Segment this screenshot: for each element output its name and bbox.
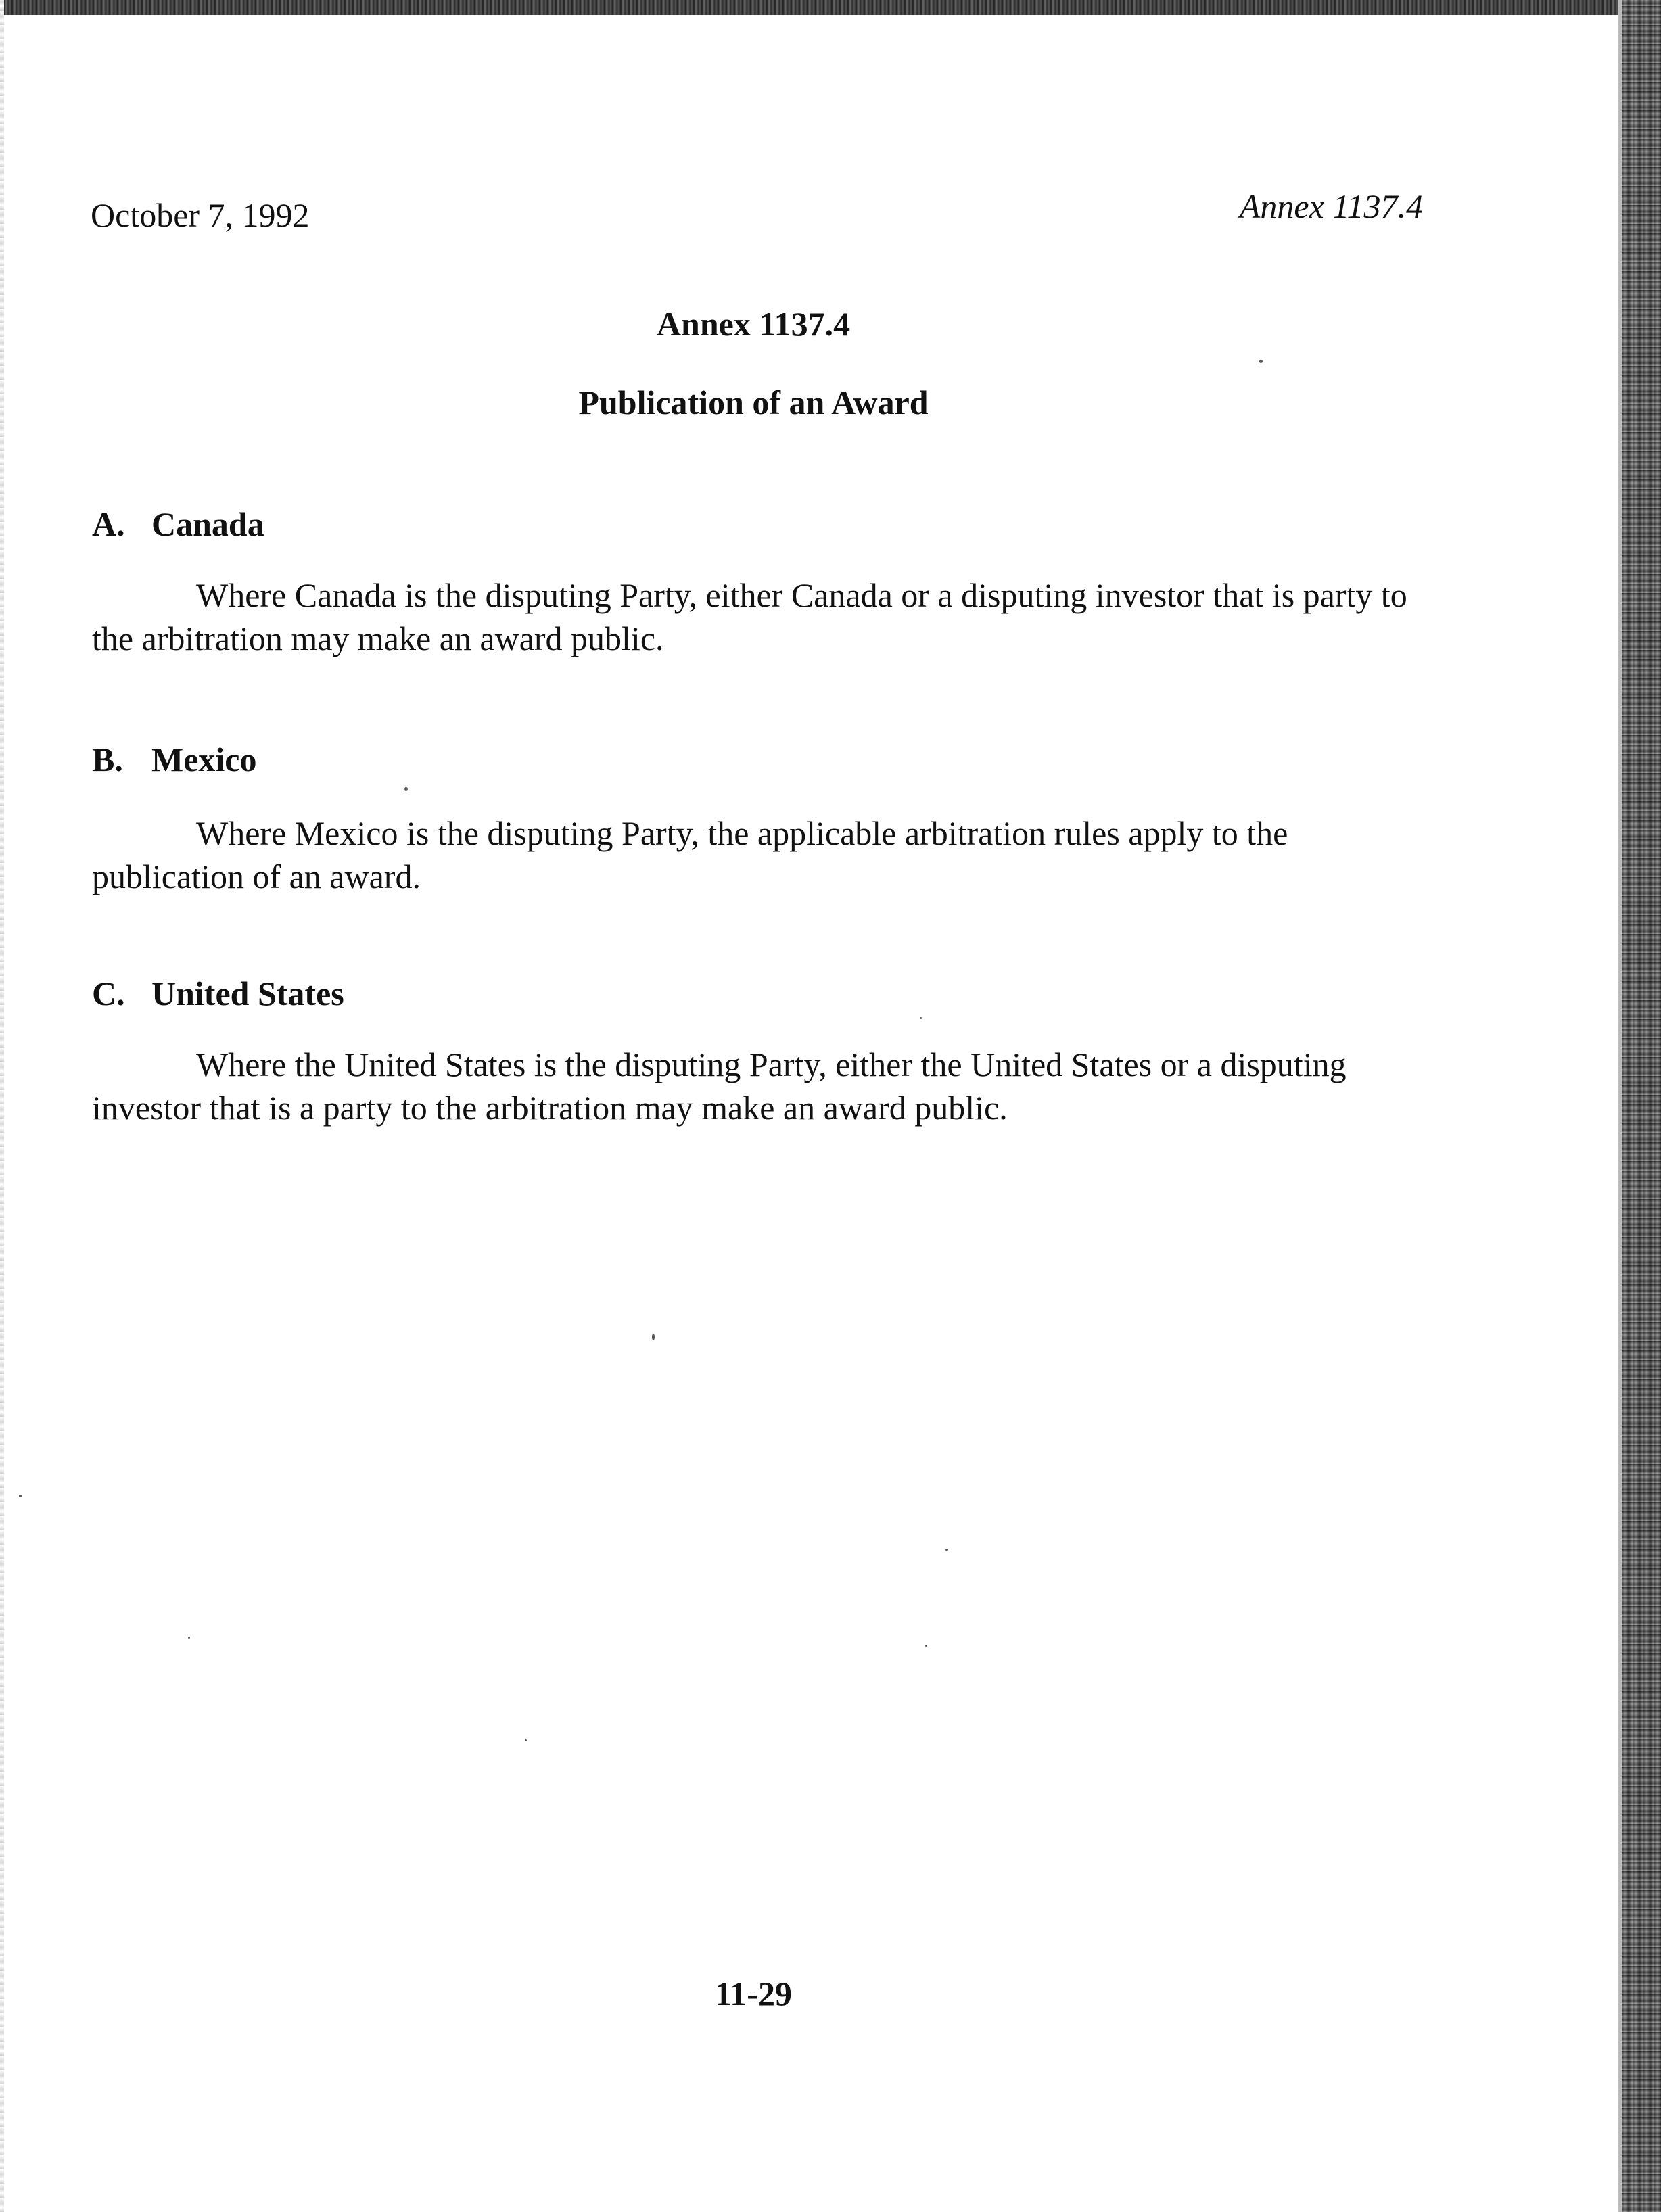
scan-border-top <box>0 0 1661 15</box>
scan-speck <box>19 1495 22 1497</box>
scan-speck <box>404 787 408 791</box>
scan-speck <box>945 1549 948 1551</box>
section-letter: B. <box>92 740 123 778</box>
section-heading-united-states <box>92 970 344 1017</box>
scan-border-right <box>1622 0 1661 2212</box>
header-annex-reference: Annex 1137.4 <box>1239 187 1423 225</box>
section-paragraph: Where the United States is the disputing Party, either the United States or a disputing investor that is a party to the arbitration may make an award public. <box>92 1045 1347 1127</box>
section-title: United States <box>151 974 344 1012</box>
section-title: Canada <box>151 505 264 543</box>
section-paragraph: Where Mexico is the disputing Party, the applicable arbitration rules apply to the publication of an award. <box>92 814 1288 895</box>
page-number: 11-29 <box>715 1975 792 2013</box>
section-heading-canada <box>92 500 264 548</box>
scan-speck <box>652 1334 655 1340</box>
section-letter: C. <box>92 974 125 1012</box>
scan-speck <box>525 1739 527 1741</box>
document-subtitle: Publication of an Award <box>578 383 929 421</box>
section-letter: A. <box>92 505 125 543</box>
section-body-united-states <box>92 1043 1418 1129</box>
scan-speck <box>1259 360 1263 363</box>
section-body-mexico <box>92 811 1418 898</box>
section-heading-mexico <box>92 736 256 783</box>
section-paragraph: Where Canada is the disputing Party, either Canada or a disputing investor that is party to the arbitration may make an award public. <box>92 576 1407 657</box>
header-date: October 7, 1992 <box>91 196 310 234</box>
scan-speck <box>188 1637 190 1639</box>
section-body-canada <box>92 573 1418 660</box>
scan-speck <box>925 1645 927 1647</box>
section-title: Mexico <box>151 740 257 778</box>
scan-speck <box>920 1017 922 1019</box>
document-title: Annex 1137.4 <box>656 305 851 343</box>
